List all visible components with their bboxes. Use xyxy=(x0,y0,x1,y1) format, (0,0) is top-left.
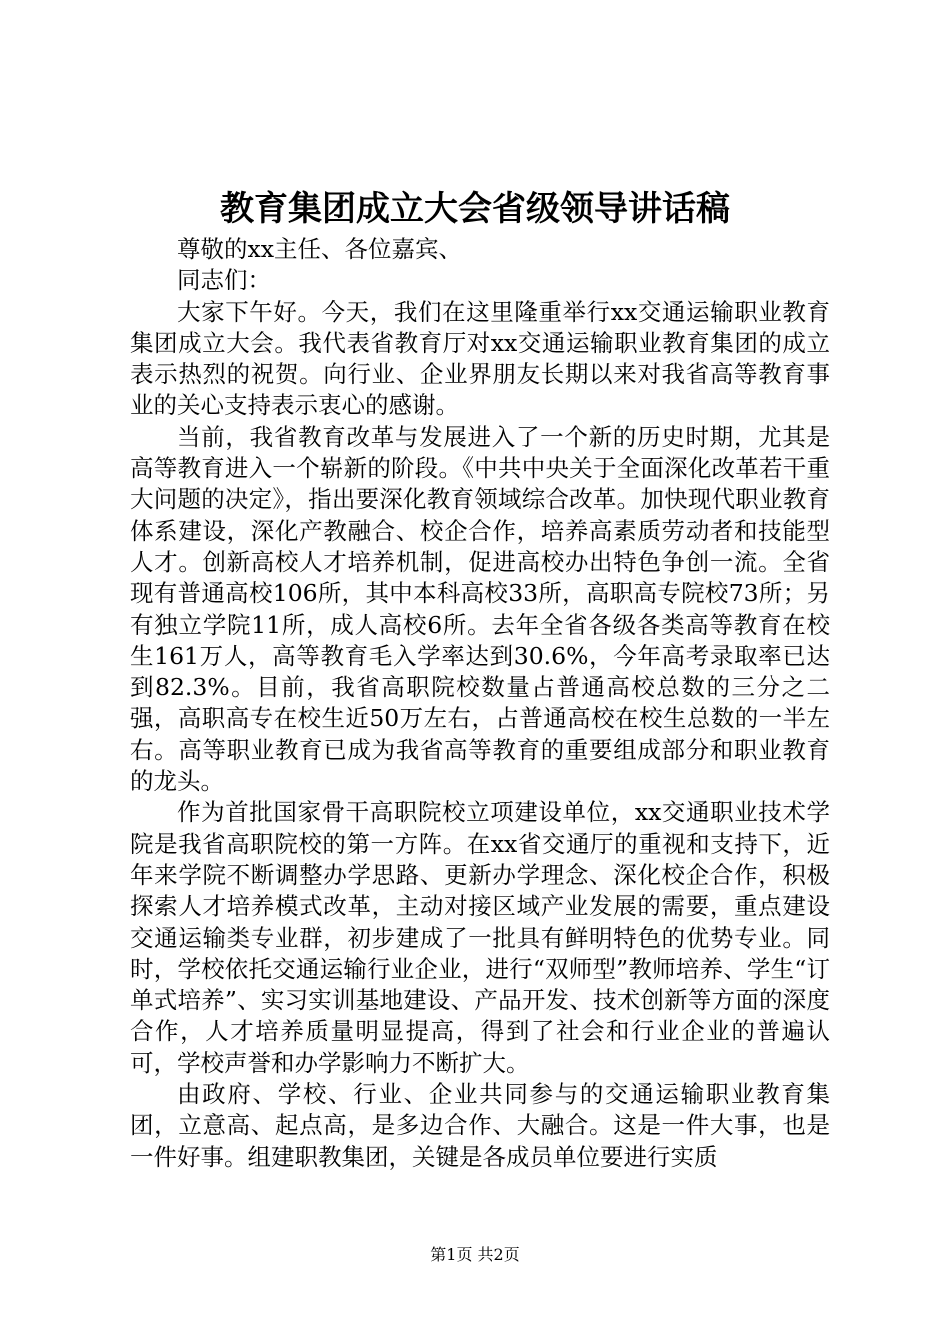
document-body xyxy=(130,234,830,1173)
document-title: 教育集团成立大会省级领导讲话稿 xyxy=(220,189,730,229)
paragraph: 由政府、学校、行业、企业共同参与的交通运输职业教育集团，立意高、起点高，是多边合作、大融合。这是一件大事，也是一件好事。组建职教集团，关键是各成员单位要进行实质 xyxy=(130,1080,830,1171)
paragraph: 作为首批国家骨干高职院校立项建设单位，xx交通职业技术学院是我省高职院校的第一方阵。在xx省交通厅的重视和支持下，近年来学院不断调整办学思路、更新办学理念、深化校企合作，积极探索人才培养模式改革，主动对接区域产业发展的需要，重点建设交通运输类专业群，初步建成了一批具有鲜明特色的优势专业。同时，学校依托交通运输行业企业，进行“双师型”教师培养、学生“订单式培养”、实习实训基地建设、产品开发、技术创新等方面的深度合作，人才培养质量明显提高，得到了社会和行业企业的普遍认可，学校声誉和办学影响力不断扩大。 xyxy=(130,798,830,1077)
paragraph: 大家下午好。今天，我们在这里隆重举行xx交通运输职业教育集团成立大会。我代表省教育厅对xx交通运输职业教育集团的成立表示热烈的祝贺。向行业、企业界朋友长期以来对我省高等教育事业的关心支持表示衷心的感谢。 xyxy=(130,297,830,420)
salutation-line: 同志们： xyxy=(177,266,271,295)
salutation-line: 尊敬的xx主任、各位嘉宾、 xyxy=(177,235,463,263)
page-footer: 第1页 共2页 xyxy=(430,1245,520,1264)
paragraph: 当前，我省教育改革与发展进入了一个新的历史时期，尤其是高等教育进入一个崭新的阶段。《中共中央关于全面深化改革若干重大问题的决定》，指出要深化教育领域综合改革。加快现代职业教育体系建设，深化产教融合、校企合作，培养高素质劳动者和技能型人才。创新高校人才培养机制，促进高校办出特色争创一流。全省现有普通高校106所，其中本科高校33所，高职高专院校73所；另有独立学院11所，成人高校6所。去年全省各级各类高等教育在校生161万人，高等教育毛入学率达到30.6%，今年高考录取率已达到82.3%。目前，我省高职院校数量占普通高校总数的三分之二强，高职高专在校生近50万左右，占普通高校在校生总数的一半左右。高等职业教育已成为我省高等教育的重要组成部分和职业教育的龙头。 xyxy=(130,422,830,796)
